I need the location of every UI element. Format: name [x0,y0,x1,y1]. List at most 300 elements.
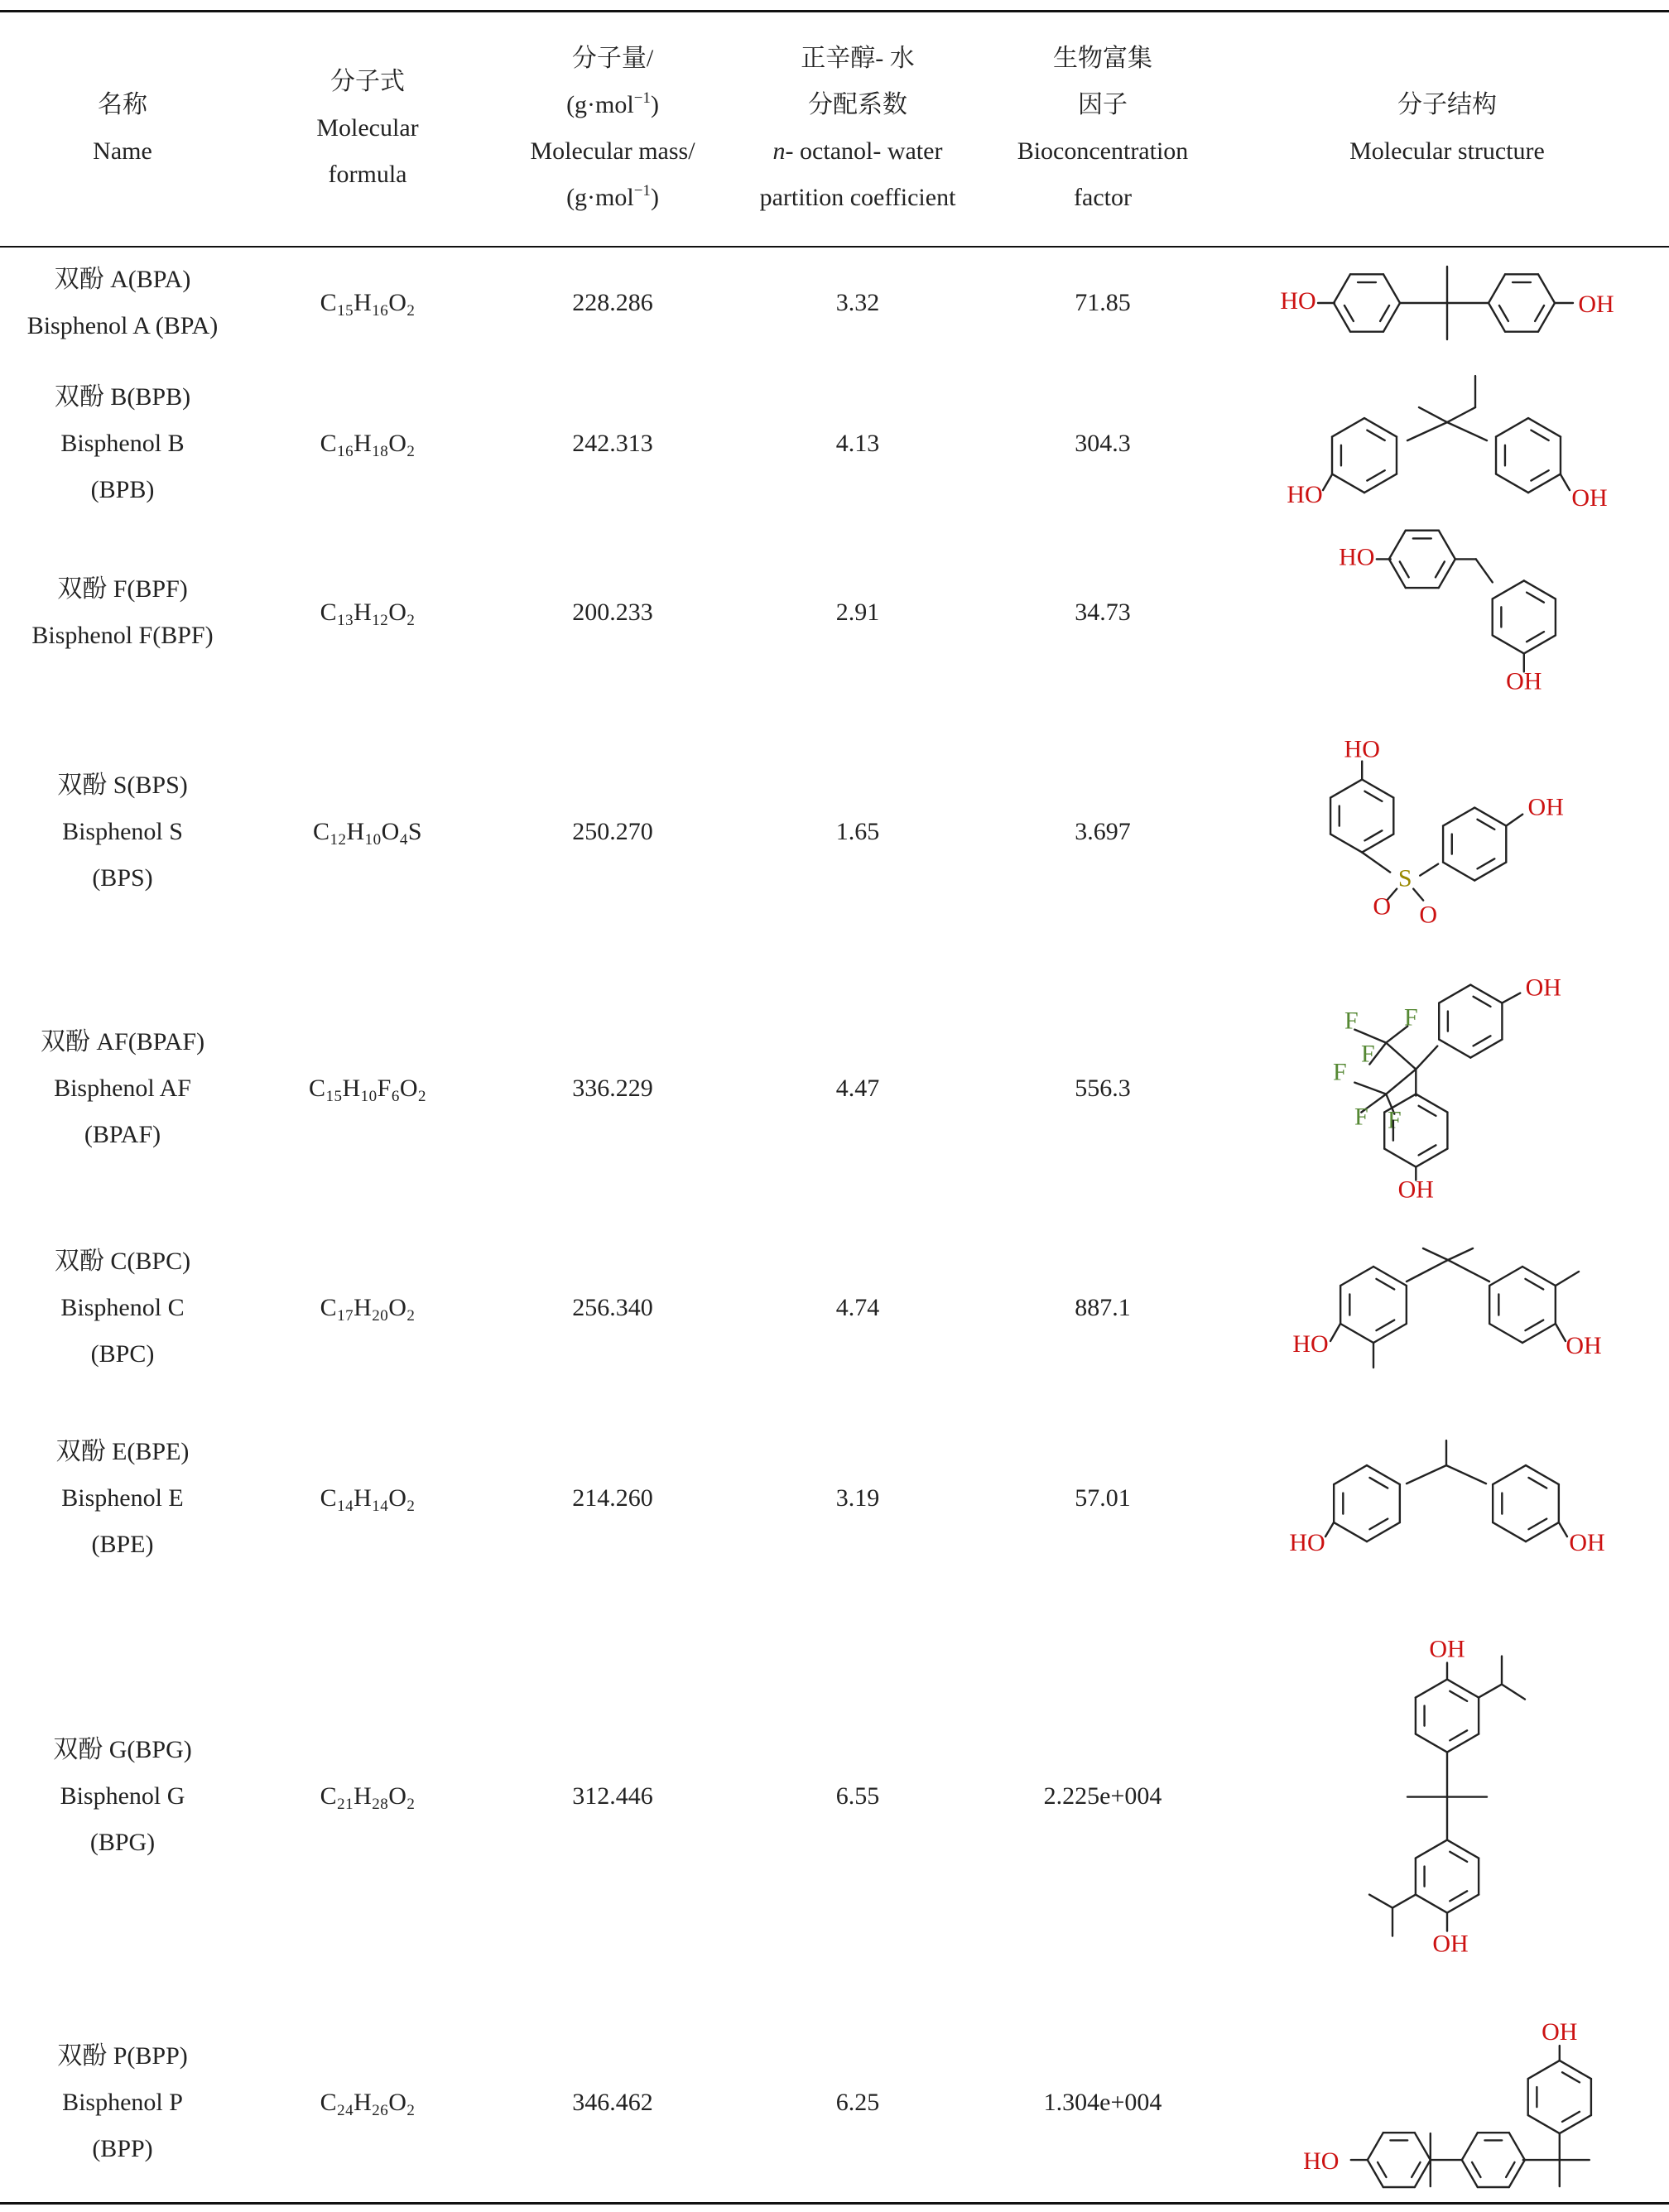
table-row [0,530,1669,695]
molecular-structure-diagram [1225,1589,1669,2003]
bond [1450,1891,1467,1901]
header-kow-cn2: 分配系数 [808,91,907,118]
formula-element: O [388,289,407,316]
cell-kow [735,969,980,1209]
formula-element: O [399,1075,419,1102]
bond [1496,474,1528,493]
name-cn: 双酚 B(BPB) [54,383,191,411]
bond [1528,474,1561,493]
bond [1476,559,1493,582]
cell-kow-value: 4.74 [835,1294,880,1321]
kow-italic-n: n [772,137,786,165]
bond [1362,834,1393,853]
cell-mass-value: 200.233 [572,599,653,626]
bond [1420,864,1438,876]
cell-mass [490,1209,735,1407]
formula-element: H [342,1075,361,1102]
bond [1502,1685,1525,1700]
formula-element: C [312,818,330,845]
bond [1446,1465,1486,1483]
bond [1524,635,1556,653]
header-mass-cn: 分子量/ [571,45,654,72]
header-bcf-en1: Bioconcentration [1017,137,1189,165]
mass-unit-close: ) [650,91,659,118]
cell-structure [1225,1209,1669,1407]
atom-label: F [1344,1007,1359,1035]
table-row [0,1589,1669,2003]
bond [1373,1267,1407,1286]
bond [1362,853,1390,873]
formula-count: 12 [372,612,389,629]
bond [1506,815,1522,826]
cell-formula [245,248,490,358]
bond [1525,1279,1543,1290]
bond [1470,1040,1502,1058]
formula-element: H [354,1294,373,1321]
atom-label: HO [1303,2147,1340,2175]
bond [1367,430,1384,440]
bond [1334,303,1350,332]
bond [1474,808,1506,826]
bond [1447,1734,1479,1753]
bond [1378,2162,1386,2177]
atom-label: F [1332,1058,1347,1086]
header-structure [1225,10,1669,247]
name-cn: 双酚 A(BPA) [54,266,191,293]
bond [1474,863,1506,881]
cell-name [0,530,245,695]
bond [1419,1145,1436,1155]
table-row [0,358,1669,530]
name-abbrev: (BPP) [92,2135,153,2162]
bond [1493,635,1524,653]
bond [1392,1895,1416,1908]
bond [1489,1324,1522,1343]
atom-label: F [1360,1040,1375,1068]
bond [1369,1519,1388,1530]
formula-count: 14 [372,1498,389,1515]
bond [1527,632,1544,642]
bond [1531,470,1548,480]
bond [1509,2160,1525,2187]
cell-bcf-value: 2.225e+004 [1043,1782,1162,1810]
cell-structure [1225,695,1669,969]
atom-label: OH [1429,1635,1465,1663]
cell-mass [490,530,735,695]
cell-kow [735,1407,980,1589]
molecular-structure-diagram [1225,695,1669,969]
bond [1416,1149,1447,1167]
bond [1419,1106,1436,1116]
cell-structure [1225,1589,1669,2003]
bond [1450,1691,1467,1701]
mass-unit-close-2: ) [650,184,659,211]
structure-drawing [1289,1440,1604,1556]
name-cn: 双酚 C(BPC) [54,1248,191,1275]
name-en: Bisphenol AF [54,1075,191,1102]
cell-kow-value: 6.55 [835,1782,880,1810]
bond [1416,1680,1447,1698]
name-en: Bisphenol E [61,1484,184,1512]
structure-drawing [1287,376,1607,512]
header-structure-cn: 分子结构 [1397,91,1497,118]
formula-count: 10 [360,1088,378,1105]
cell-name [0,248,245,358]
formula-count: 2 [406,2102,416,2119]
formula-element: O [388,1294,407,1321]
bond [1364,791,1382,801]
cell-bcf-value: 556.3 [1075,1075,1131,1102]
bond [1556,1272,1579,1286]
molecular-formula [309,1065,426,1112]
bond [1407,1260,1448,1282]
header-mass-unit [566,82,659,128]
bond [1368,2133,1383,2160]
formula-count: 6 [391,1088,400,1105]
name-abbrev: (BPG) [89,1829,156,1856]
cell-formula [245,1209,490,1407]
cell-name [0,695,245,969]
table-header [0,10,1669,247]
bond [1330,1324,1340,1341]
cell-bcf [980,248,1225,358]
cell-kow-value: 1.65 [835,818,880,845]
structure-drawing [1369,1635,1525,1957]
atom-label: OH [1527,793,1564,821]
cell-bcf [980,1589,1225,2003]
cell-structure [1225,358,1669,530]
cell-bcf [980,2003,1225,2202]
formula-element: O [381,818,400,845]
molecular-formula [320,1285,416,1331]
bond [1330,834,1362,853]
atom-label: OH [1432,1930,1469,1958]
bond [1369,1895,1392,1908]
cell-name [0,358,245,530]
cell-bcf-value: 57.01 [1075,1484,1131,1512]
bond [1447,1840,1479,1859]
name-cn: 双酚 E(BPE) [55,1438,190,1465]
cell-kow [735,248,980,358]
bond [1489,274,1505,303]
bond [1443,808,1474,826]
molecular-formula [320,1773,416,1820]
bond [1367,1465,1400,1484]
atom-label: HO [1292,1330,1329,1358]
formula-element: O [388,430,407,457]
bond [1364,418,1397,436]
formula-element: H [354,599,373,626]
bond [1416,1734,1447,1753]
name-en: Bisphenol B [60,430,185,457]
bond [1330,780,1362,798]
name-en: Bisphenol G [60,1782,185,1810]
molecular-formula [320,1475,416,1522]
bond [1538,303,1555,332]
name-en: Bisphenol S [62,818,183,845]
bond [1334,274,1350,303]
header-kow-en2: partition coefficient [759,184,956,211]
bond [1439,1040,1470,1058]
cell-kow-value: 2.91 [835,599,880,626]
bond [1462,2160,1478,2187]
bond [1489,1267,1522,1286]
formula-element: O [388,1484,407,1512]
bond [1528,1519,1546,1530]
formula-element: O [388,2089,407,2116]
kow-en1-text: - octanol- water [785,137,943,165]
molecular-formula [320,421,416,467]
name-cn: 双酚 F(BPF) [57,575,188,603]
header-kow [735,10,980,247]
bond [1502,993,1520,1003]
cell-kow [735,530,980,695]
cell-mass-value: 250.270 [572,818,653,845]
bond [1450,1730,1467,1740]
cell-mass-value: 256.340 [572,1294,653,1321]
mass-unit-text-2: (g·mol [566,184,634,211]
header-formula-en2: formula [328,161,407,188]
bond [1493,1465,1526,1484]
atom-label: OH [1525,974,1561,1002]
atom-label: OH [1569,1528,1605,1556]
cell-mass-value: 228.286 [572,289,653,316]
bond [1332,474,1364,493]
table-row [0,2003,1669,2202]
bond [1499,305,1508,321]
bond [1489,303,1505,332]
bond [1522,1324,1556,1343]
bond [1562,2072,1580,2082]
formula-element: C [308,1075,326,1102]
atom-label: OH [1397,1176,1434,1204]
cell-structure [1225,1407,1669,1589]
bond [1376,1320,1394,1331]
name-en: Bisphenol A (BPA) [26,312,219,339]
name-en: Bisphenol P [62,2089,183,2116]
bond [1416,1094,1447,1113]
atom-label: F [1403,1003,1418,1031]
bond [1416,1840,1447,1859]
bond [1477,820,1494,830]
table-row [0,969,1669,1209]
name-en: Bisphenol C [60,1294,185,1321]
bond [1439,985,1470,1003]
bond [1380,305,1389,321]
mass-unit-sup-2: −1 [633,182,651,200]
atom-label: F [1354,1103,1368,1131]
atom-label: OH [1566,1331,1602,1359]
table-row [0,1407,1669,1589]
formula-element: H [346,818,365,845]
formula-element: O [388,599,407,626]
cell-formula [245,1407,490,1589]
cell-name [0,1209,245,1407]
atom-label: F [1387,1106,1402,1134]
header-mass-en: Molecular mass/ [530,137,695,165]
atom-label: O [1373,892,1392,921]
cell-mass [490,1589,735,2003]
cell-structure [1225,530,1669,695]
bond [1415,2160,1431,2187]
formula-count: 16 [372,302,389,320]
bond [1479,1685,1502,1698]
name-abbrev: (BPS) [92,864,153,892]
bond [1367,470,1384,480]
bond [1400,561,1409,577]
formula-element: H [354,2089,373,2116]
bond [1447,1680,1479,1698]
bond [1419,407,1447,422]
cell-kow-value: 4.13 [835,430,880,457]
cell-structure [1225,248,1669,358]
formula-count: 16 [337,443,354,460]
formula-count: 2 [406,612,416,629]
header-name-en: Name [93,137,152,165]
bond [1334,1465,1367,1484]
structure-drawing [1333,974,1561,1203]
formula-count: 20 [372,1307,389,1325]
cell-kow-value: 6.25 [835,2089,880,2116]
formula-count: 2 [406,443,416,460]
atom-label: HO [1339,543,1375,571]
bond [1340,1267,1373,1286]
formula-count: 10 [364,831,382,849]
header-kow-cn1: 正辛醇- 水 [801,45,915,72]
bond [1470,985,1502,1003]
cell-mass [490,695,735,969]
bond [1561,474,1570,490]
molecular-formula [313,809,422,855]
bond [1535,305,1544,321]
bond [1496,418,1528,436]
cell-mass [490,1407,735,1589]
name-abbrev: (BPE) [91,1531,154,1558]
name-abbrev: (BPB) [90,476,155,503]
formula-element: C [320,1782,338,1810]
cell-mass-value: 214.260 [572,1484,653,1512]
formula-element: C [320,289,338,316]
formula-count: 13 [337,612,354,629]
cell-name [0,1407,245,1589]
cell-structure [1225,2003,1669,2202]
cell-bcf-value: 1.304e+004 [1043,2089,1162,2116]
bond [1526,1465,1559,1484]
bond [1332,418,1364,436]
cell-mass-value: 312.446 [572,1782,653,1810]
bond [1562,2112,1580,2122]
bond [1538,274,1555,303]
formula-count: 18 [372,443,389,460]
bond [1559,1522,1567,1536]
formula-count: 21 [337,1796,354,1813]
atom-label: O [1419,901,1438,929]
header-formula-cn: 分子式 [330,68,405,95]
bond [1448,1248,1473,1260]
cell-bcf [980,695,1225,969]
cell-mass [490,358,735,530]
cell-bcf-value: 887.1 [1075,1294,1131,1321]
formula-element: C [320,599,338,626]
cell-kow [735,695,980,969]
name-abbrev: (BPAF) [84,1121,161,1148]
formula-count: 2 [406,1307,416,1325]
bond [1528,2115,1560,2133]
bond [1368,2160,1383,2187]
bond [1556,1324,1566,1341]
molecular-structure-diagram [1225,358,1669,530]
atom-label: OH [1578,290,1614,318]
formula-count: 2 [418,1088,427,1105]
formula-element: S [407,818,423,845]
bond [1344,305,1354,321]
bond [1528,418,1561,436]
cell-bcf-value: 71.85 [1075,289,1131,316]
bond [1386,1043,1416,1070]
bond [1524,580,1556,599]
cell-kow [735,358,980,530]
header-bcf-cn1: 生物富集 [1053,45,1152,72]
bond [1525,1320,1543,1331]
atom-label: HO [1280,286,1316,315]
cell-bcf [980,1209,1225,1407]
bond [1528,2061,1560,2079]
cell-name [0,2003,245,2202]
molecular-formula [320,589,416,636]
cell-mass [490,2003,735,2202]
bond [1413,889,1423,901]
formula-count: 12 [329,831,347,849]
bond [1462,2133,1478,2160]
cell-name [0,969,245,1209]
formula-count: 2 [406,1796,416,1813]
cell-mass-value: 336.229 [572,1075,653,1102]
header-name-cn: 名称 [98,91,147,118]
molecular-formula [320,2080,416,2126]
atom-label: OH [1542,2017,1578,2046]
structure-drawing [1303,2018,1591,2187]
bond [1527,593,1544,603]
structure-drawing [1292,1248,1601,1368]
header-formula-en1: Molecular [316,114,419,142]
bond [1364,830,1382,840]
cell-formula [245,695,490,969]
table-row [0,695,1669,969]
bond [1407,422,1447,440]
bond [1474,997,1491,1007]
bond [1325,1522,1334,1536]
bond [1384,1149,1416,1167]
cell-kow-value: 3.19 [835,1484,880,1512]
formula-element: H [354,289,373,316]
molecular-structure-diagram [1225,2003,1669,2202]
formula-element: C [320,2089,338,2116]
bond [1386,1070,1416,1094]
cell-mass-value: 242.313 [572,430,653,457]
bond [1407,1465,1446,1483]
cell-formula [245,2003,490,2202]
bond [1389,559,1406,588]
cell-kow [735,2003,980,2202]
header-bcf-cn2: 因子 [1078,91,1128,118]
name-abbrev: (BPC) [90,1340,155,1368]
bond [1560,2061,1591,2079]
bond [1450,1852,1467,1862]
bond [1334,1522,1367,1541]
bond [1416,1895,1447,1913]
name-en: Bisphenol F(BPF) [31,622,214,649]
atom-label: HO [1287,480,1323,508]
